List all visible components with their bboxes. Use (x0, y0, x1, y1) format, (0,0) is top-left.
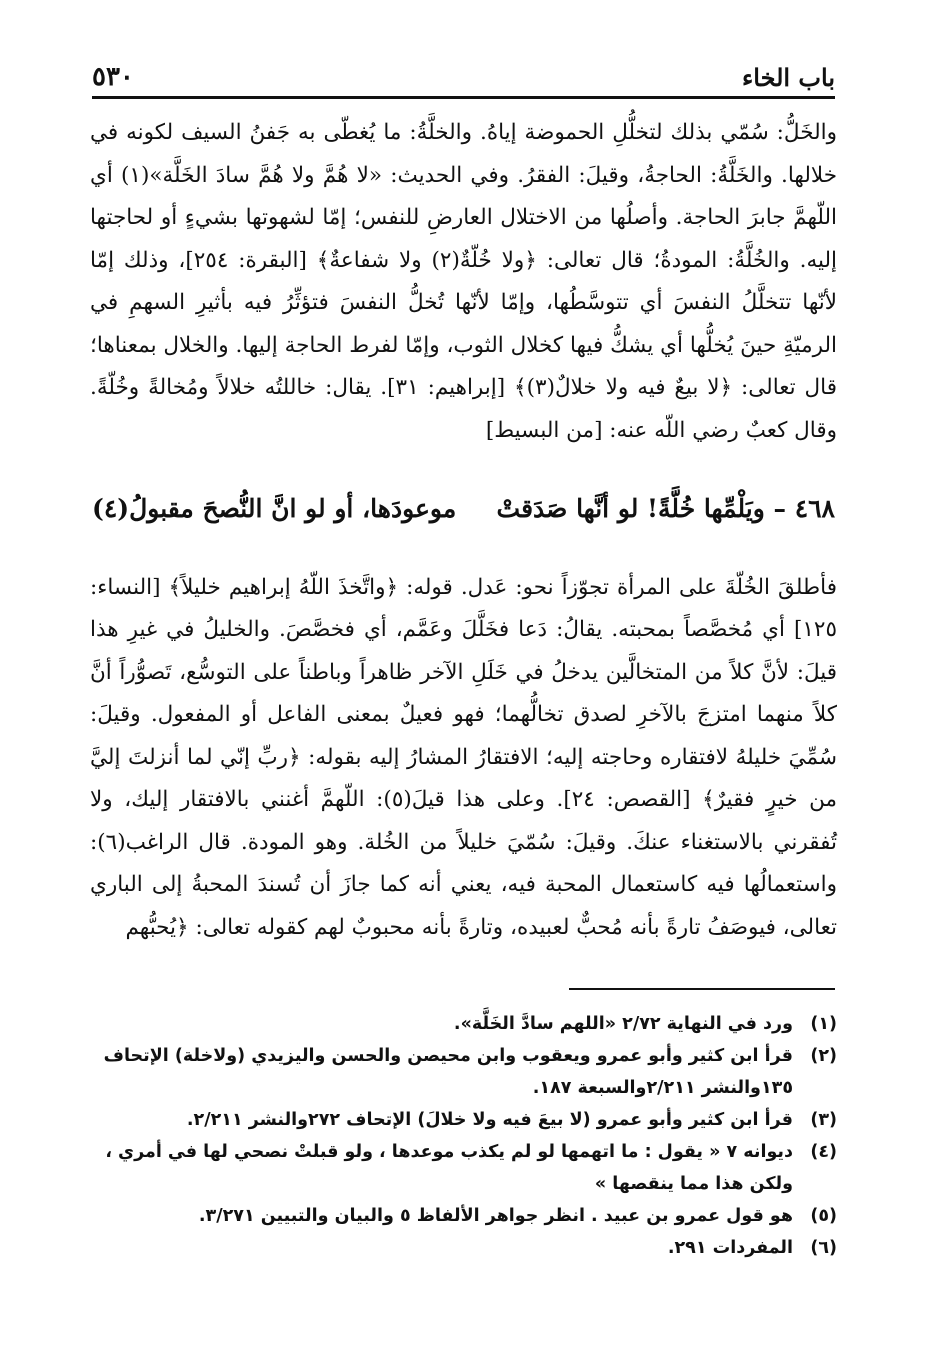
verse-first-hemistich (497, 494, 835, 523)
poetry-verse (92, 486, 835, 530)
footnote (90, 1136, 837, 1200)
verse-number: ٤٦٨ – (773, 493, 835, 523)
footnote-text: ديوانه ٧ « يقول : ما اتهمها لو لم يكذب موعدها ، ولو قبلتْ نصحي لها في أمري ، ولكن هذا مما ينقصها » (105, 1142, 793, 1194)
paragraph: فأطلقَ الخُلّةَ على المرأة تجوّزاً نحو: عَدل. قوله: ﴿واتَّخذَ اللّهُ إبراهيم خليلاً﴾ [النساء: ١٢٥] أي مُخصَّصاً بمحبته. يقالُ: دَعا فخَلَّلَ وعَمَّم، أي فخصَّصَ. والخليلُ في غيرِ هذا قيلَ: لأنَّ كلاً من المتخالَّين يدخلُ في خَلَلِ الآخر ظاهراً وباطناً على التوسُّع، تَصوُّراً أنَّ كلاً منهما امتزجَ بالآخرِ لصدق تخالُّهما؛ فهو فعيلٌ بمعنى الفاعل أو المفعول. وقيلَ: سُمِّيَ خليلهُ لافتقاره وحاجته إليه؛ الافتقارُ المشارُ إليه بقوله: ﴿ربِّ إنّي لما أنزلتَ إليَّ من خيرٍ فقيرٌ﴾ [القصص: ٢٤]. وعلى هذا قيلَ(٥): اللّهمَّ أغنني بالافتقار إليك، ولا تُفقرني بالاستغناء عنكَ. وقيلَ: سُمّيَ خليلاً من الخُلة. وهو المودة. قال الراغب(٦): واستعمالُها فيه كاستعمال المحبة فيه، يعني أنه كما جازَ أن تُسندَ المحبةُ إلى الباري تعالى، فيوصَفُ تارةً بأنه مُحبٌّ لعبيده، وتارةً بأنه محبوبٌ لهم كقوله تعالى: ﴿يُحبُّهم (90, 574, 837, 940)
footnote-number: (٢) (810, 1046, 837, 1066)
verse-first-text: ويَلْمِّها خُلَّةً! لو أنَّها صَدَقتْ (496, 493, 765, 523)
page-header (92, 50, 835, 99)
footnote-number: (٦) (810, 1238, 837, 1258)
footnotes (90, 1008, 837, 1264)
footnote-text: قرأ ابن كثير وأبو عمرو ويعقوب وابن محيصن والحسن واليزيدي (ولاخلة) الإتحاف ١٣٥والنشر ٢/٢١١والسبعة ١٨٧. (103, 1046, 793, 1098)
main-text-top (90, 112, 837, 452)
main-text-bottom (90, 545, 837, 971)
footnote-number: (٥) (810, 1206, 837, 1226)
page-number: ٥٣٠ (92, 62, 134, 92)
footnote (90, 1232, 837, 1264)
footnote (90, 1104, 837, 1136)
footnote-text: ورد في النهاية ٢/٧٢ «اللهم سادَّ الخَلَّة». (453, 1014, 793, 1034)
footnote (90, 1008, 837, 1040)
verse-second-hemistich: موعودَها، أو لو انَّ النُّصحَ مقبولُ(٤) (92, 493, 457, 523)
footnote-number: (١) (810, 1014, 837, 1034)
chapter-title: باب الخاء (741, 63, 835, 92)
footnote-text: هو قول عمرو بن عبيد . انظر جواهر الألفاظ ٥ والبيان والتبيين ٣/٢٧١. (198, 1206, 793, 1226)
paragraph: والخَلُّ: سُمّي بذلك لتخلُّلِ الحموضة إياهُ. والخلَّةُ: ما يُغطّى به جَفنُ السيف لكونه في خلالها. والخَلَّةُ: الحاجةُ، وقيلَ: الفقرُ. وفي الحديث: «لا هُمَّ ولا هُمَّ سادَ الخَلَّة»(١) أي اللّهمَّ جابرَ الحاجة. وأصلُها من الاختلال العارضِ للنفس؛ إمّا لشهوتها بشيءٍ أو لحاجتها إليه. والخُلَّةُ: المودةُ؛ قال تعالى: ﴿ولا خُلّةٌ(٢) ولا شفاعةٌ﴾ [البقرة: ٢٥٤]، وذلك إمّا لأنّها تتخلَّلُ النفسَ أي تتوسَّطُها، وإمّا لأنّها تُخلُّ النفسَ فتؤثِّرُ فيه بأثيرِ السهمِ في الرميّةِ حينَ يُخلُّها أي يشكُّ فيها كخلال الثوب، وإمّا لفرط الحاجة إليها. والخلال بمعناها؛ قال تعالى: ﴿لا بيعٌ فيه ولا خلالٌ(٣)﴾ [إبراهيم: ٣١]. يقال: خاللتُه خلالاً ومُخالةً وخُلّةً. وقال كعبٌ رضي اللّه عنه: [من البسيط] (90, 120, 837, 443)
footnote-text: المفردات ٢٩١. (667, 1238, 793, 1258)
footnote (90, 1040, 837, 1104)
footnote-text: قرأ ابن كثير وأبو عمرو (لا بيعَ فيه ولا خلالَ) الإتحاف ٢٧٢والنشر ٢/٢١١. (186, 1110, 793, 1130)
footnote-number: (٤) (810, 1142, 837, 1162)
footnote-number: (٣) (810, 1110, 837, 1130)
footnote-separator (569, 988, 835, 990)
footnote (90, 1200, 837, 1232)
